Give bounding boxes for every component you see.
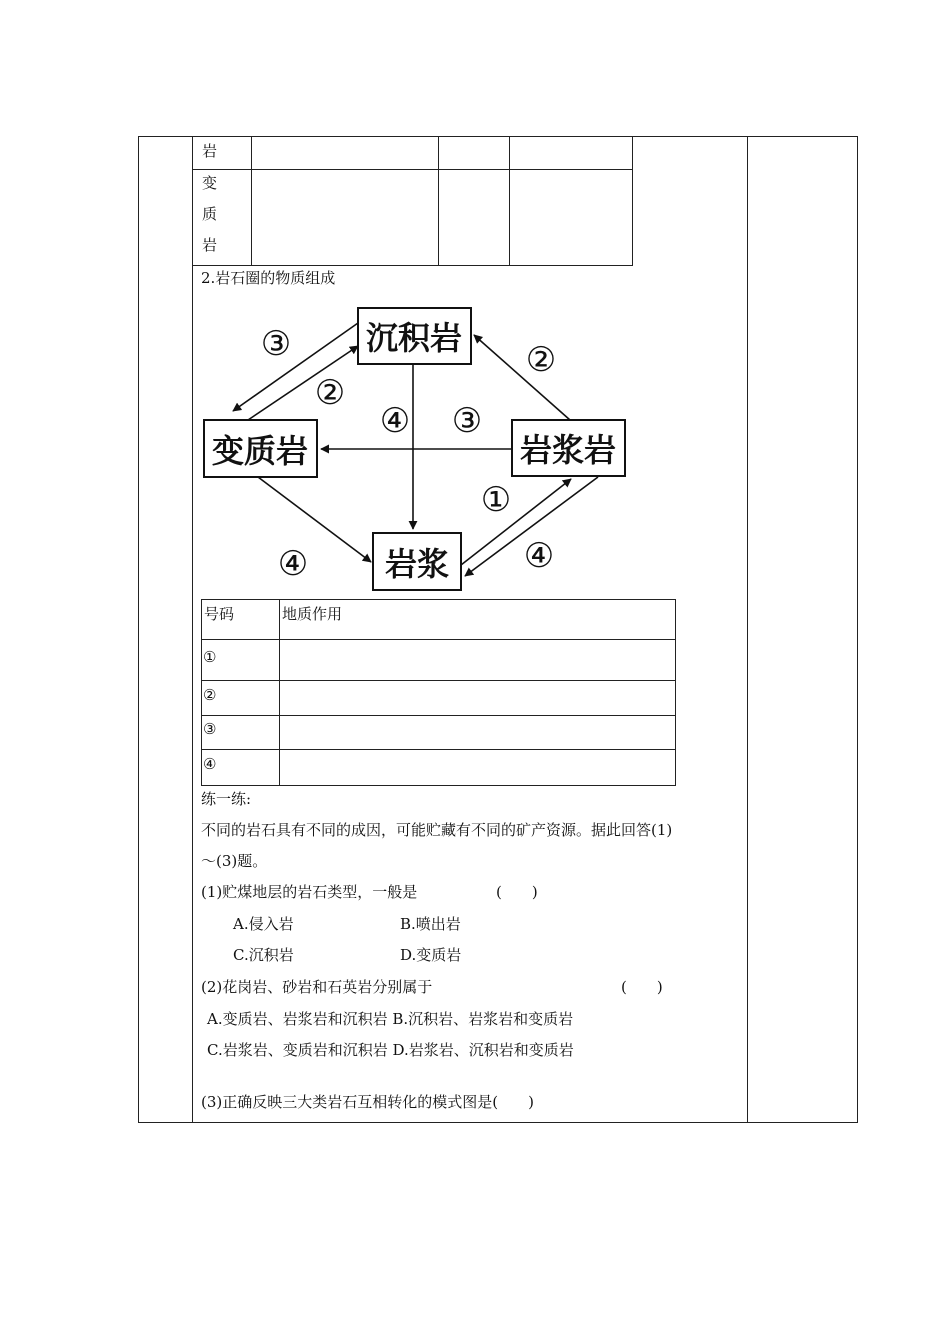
metamorphic-label: 变质岩 <box>211 432 309 470</box>
question-2-stem: (2)花岗岩、砂岩和石英岩分别属于 <box>201 978 433 996</box>
question-1-stem: (1)贮煤地层的岩石类型，一般是 <box>201 883 418 901</box>
question-2-options-ab[interactable]: A.变质岩、岩浆岩和沉积岩 B.沉积岩、岩浆岩和变质岩 <box>207 1010 574 1028</box>
process-table-row-number: ④ <box>203 755 217 773</box>
label-top-left-inner: ② <box>314 373 346 413</box>
question-2-options-cd[interactable]: C.岩浆岩、变质岩和沉积岩 D.岩浆岩、沉积岩和变质岩 <box>207 1041 574 1059</box>
rock-table-row2-char: 质 <box>202 205 218 223</box>
practice-intro-line1: 不同的岩石具有不同的成因，可能贮藏有不同的矿产资源。据此回答(1) <box>201 821 673 839</box>
arrow-metamorphic-to-magma <box>258 477 371 562</box>
label-top-left-outer: ③ <box>260 324 292 364</box>
process-table-row-number: ① <box>203 648 217 666</box>
process-table-row-number: ③ <box>203 720 217 738</box>
arrow-magma-to-igneous <box>461 479 571 565</box>
question-1-blank[interactable]: ( ) <box>496 883 538 901</box>
process-table-row-number: ② <box>203 686 217 704</box>
label-top-right: ② <box>525 340 557 380</box>
rock-table-row2-char: 岩 <box>202 236 218 254</box>
label-bottom-right-outer: ④ <box>523 536 555 576</box>
magma-label: 岩浆 <box>384 545 450 583</box>
label-bottom-left: ④ <box>277 544 309 584</box>
practice-title: 练一练: <box>201 790 252 808</box>
label-bottom-right-inner: ① <box>480 480 512 520</box>
process-table-header-process: 地质作用 <box>282 605 343 623</box>
question-1-option-c[interactable]: C.沉积岩 <box>233 946 294 964</box>
section-heading: 2.岩石圈的物质组成 <box>201 269 336 287</box>
label-center-right: ③ <box>451 401 483 441</box>
practice-intro-line2: ～(3)题。 <box>201 852 268 870</box>
question-3-stem: (3)正确反映三大类岩石互相转化的模式图是( ) <box>201 1093 534 1111</box>
sedimentary-label: 沉积岩 <box>365 319 463 357</box>
process-table-header-number: 号码 <box>204 605 235 623</box>
question-2-blank[interactable]: ( ) <box>621 978 663 996</box>
label-center-left: ④ <box>379 401 411 441</box>
question-1-option-a[interactable]: A.侵入岩 <box>233 915 294 933</box>
question-1-option-d[interactable]: D.变质岩 <box>400 946 462 964</box>
igneous-label: 岩浆岩 <box>519 431 617 469</box>
rock-table-row1-char: 岩 <box>202 142 218 160</box>
question-1-option-b[interactable]: B.喷出岩 <box>400 915 461 933</box>
rock-table-row2-char: 变 <box>202 174 218 192</box>
